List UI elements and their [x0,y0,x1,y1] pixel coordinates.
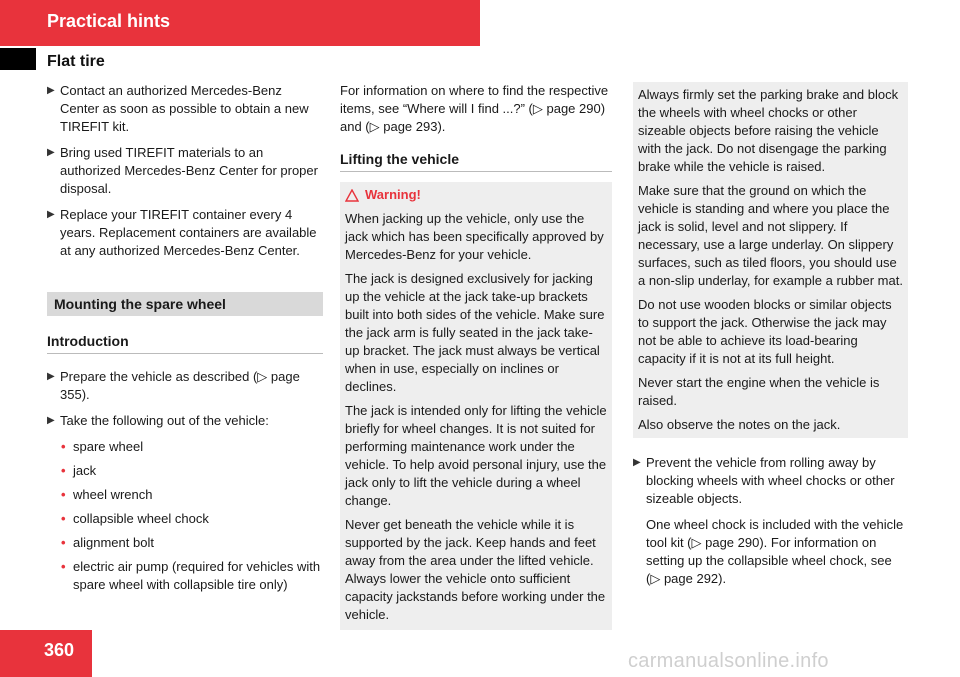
warning-title: Warning! [365,187,421,202]
column-3 [633,82,908,594]
dot-bullet-icon: • [61,559,66,574]
warning-paragraph: Do not use wooden blocks or similar objects to support the jack. Otherwise the jack may not be able to achieve its load-bearing capacity if it is not at its full height. [638,297,892,366]
warning-header [345,186,607,204]
equipment-item: • wheel wrench [61,487,153,502]
warning-paragraph: Also observe the notes on the jack. [638,417,841,432]
chapter-title: Practical hints [47,11,171,31]
column-2 [340,82,612,630]
arrow-bullet-icon: ▶ [47,85,55,96]
arrow-bullet-icon: ▶ [47,209,55,220]
items-location-note: For information on where to find the respective items, see “Where will I find ...?” (▷ page 290) and (▷ page 293). [340,83,609,134]
warning-triangle-icon [345,189,359,202]
lifting-heading: Lifting the vehicle [340,150,612,172]
equipment-item: • spare wheel [61,439,144,454]
arrow-bullet-icon: ▶ [633,457,641,468]
dot-bullet-icon: • [61,487,66,502]
warning-paragraph: When jacking up the vehicle, only use the jack which has been specifically approved by Mercedes-Benz for your vehicle. [345,211,604,262]
section-tab-marker [0,48,36,70]
equipment-item: • jack [61,463,97,478]
warning-paragraph: Make sure that the ground on which the vehicle is standing and where you place the jack is solid, level and not slippery. If necessary, use a large underlay. On slippery surfaces, such as tiled floors, you should use a non-slip underlay, for example a rubber mat. [638,183,903,288]
watermark: carmanualsonline.info [628,650,829,672]
list-item: ▶ Contact an authorized Mercedes-Benz Center as soon as possible to obtain a new TIREFIT kit. [47,83,309,134]
warning-paragraph: The jack is intended only for lifting the vehicle briefly for wheel changes. It is not suited for performing maintenance work under the vehicle. To help avoid personal injury, use the jack only to lift the vehicle during a wheel change. [345,403,607,508]
equipment-item: • alignment bolt [61,535,154,550]
list-item: ▶ Bring used TIREFIT materials to an authorized Mercedes-Benz Center for proper disposal. [47,145,318,196]
dot-bullet-icon: • [61,463,66,478]
equipment-item: • electric air pump (required for vehicles with spare wheel with collapsible tire only) [61,559,321,592]
list-item: ▶ Replace your TIREFIT container every 4 years. Replacement containers are available at any authorized Mercedes-Benz Center. [47,207,317,258]
equipment-item: • collapsible wheel chock [61,511,209,526]
warning-box [340,182,612,630]
warning-paragraph: Always firmly set the parking brake and block the wheels with wheel chocks or other sizeable objects before raising the vehicle with the jack. Do not disengage the parking brake while the vehicle is raised. [638,87,899,174]
dot-bullet-icon: • [61,439,66,454]
column-1 [47,82,323,600]
warning-paragraph: Never start the engine when the vehicle is raised. [638,375,880,408]
warning-paragraph: The jack is designed exclusively for jacking up the vehicle at the jack take-up brackets built into both sides of the vehicle. Make sure the jack arm is fully seated in the jack take-up bracket. The jack must always be vertical when in use, especially on inclines or declines. [345,271,605,394]
section-title: Flat tire [47,53,105,70]
arrow-bullet-icon: ▶ [47,415,55,426]
arrow-bullet-icon: ▶ [47,147,55,158]
wheel-chock-note: One wheel chock is included with the vehicle tool kit (▷ page 290). For information on setting up the collapsible wheel chock, see (▷ page 292). [646,517,904,586]
page-number: 360 [44,640,75,660]
dot-bullet-icon: • [61,535,66,550]
list-item: ▶ Prepare the vehicle as described (▷ page 355). [47,369,300,402]
list-item: ▶ Prevent the vehicle from rolling away by blocking wheels with wheel chocks or other sizeable objects. [633,455,895,506]
introduction-heading: Introduction [47,332,323,354]
warning-paragraph: Never get beneath the vehicle while it is supported by the jack. Keep hands and feet away from the area under the lifted vehicle. Always lower the vehicle onto sufficient capacity jackstands before working under the vehicle. [345,517,606,622]
list-item: ▶ Take the following out of the vehicle: [47,413,269,428]
warning-continuation-box [633,82,908,438]
dot-bullet-icon: • [61,511,66,526]
arrow-bullet-icon: ▶ [47,371,55,382]
mounting-heading: Mounting the spare wheel [47,292,323,316]
